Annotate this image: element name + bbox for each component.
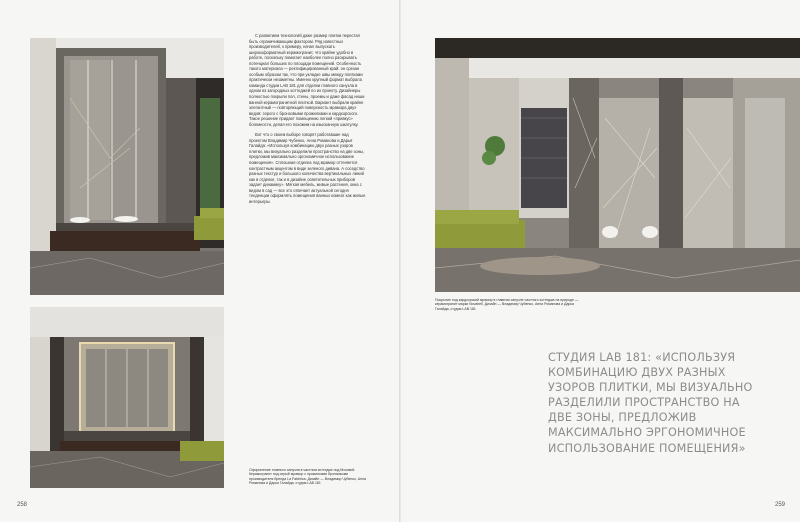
caption-right-top: Покрытие под кардхорский мрамор в главном санузле частного коттеджа на природе — керамогранит марки Novabell. Дизайн — Владимир Чубенко, Анна Романова и Дарья Галайда, студия LAB 181 xyxy=(435,298,579,311)
photo-bathroom-mirror xyxy=(30,307,224,488)
page-number-left: 258 xyxy=(17,502,28,508)
pull-quote: СТУДИЯ LAB 181: «ИСПОЛЬЗУЯ КОМБИНАЦИЮ ДВУХ РАЗНЫХ УЗОРОВ ПЛИТКИ, МЫ ВИЗУАЛЬНО РАЗДЕЛИЛИ ПРОСТРАНСТВО НА ДВЕ ЗОНЫ, ПРЕДЛОЖИВ МАКСИМАЛЬНО ЭРГОНОМИЧНОЕ ИСПОЛЬЗОВАНИЕ ПОМЕЩЕНИЯ» xyxy=(548,351,753,455)
left-page xyxy=(0,0,399,522)
article-paragraph: Вот что о своем выборе говорят работавшие над проектом Владимир Чубенко, Анна Романова и Дарья Галайда: «Используя комбинацию двух разных узоров плитки, мы визуально разделили пространство на две зоны, предложив максимально эргономичное использование помещения». Сплошная отделка под мрамор оттеняется контрастным акцентом в виде зеленого дивана. А соседство разных текстур и большого количества вертикальных линий как в отделке, так и в дизайне осветительных приборов задает динамику». Мягкая мебель, живые растения, окна с видом в сад — все это отвечает актуальной сегодня тенденции оформлять помещения ванных комнат как жилые интерьеры. xyxy=(249,132,366,204)
caption-left-bottom: Оформление главного санузла в частном коттедже под Москвой. Керамогранит под серый мрамор с прожилками бронзовыми производителя бренда La Fabbrica. Дизайн — Владимир Чубенко, Анна Романова и Дарья Галайда, студия LAB 181 xyxy=(249,468,366,486)
article-body xyxy=(249,33,367,209)
photo-bathroom-vanity xyxy=(30,38,224,295)
page-number-right: 259 xyxy=(774,502,785,508)
photo-bathroom-lounge xyxy=(435,38,800,292)
article-paragraph: С развитием технологий даже размер плитки перестал быть ограничивающим фактором. Ряд известных производителей, к примеру, начал выпускать широкоформатный керамогранит, что крайне удобно в работе, поскольку помогает наиболее полно раскрывать потенциал больших по площади помещений. Особенность такого материала — ректифицированный край: он срезан особым образом так, что при укладке швы между плитками практически незаметны. Именно крупный формат выбрала команда студии LAB 181 для отделки главного санузла в одном из загородных коттеджей по их проекту. Дизайнеры полностью покрыли пол, стены, проемы и даже фасад ниши ванной керамогранитной плиткой. Вариант выбрали крайне элегантный — повторяющий поверхность мрамора двух видов: серого с бронзовыми прожилками и кардхорского. Такое решение придает помещению легкий «привкус» богемности, делая его похожим на изысканную шкатулку. xyxy=(249,33,365,127)
